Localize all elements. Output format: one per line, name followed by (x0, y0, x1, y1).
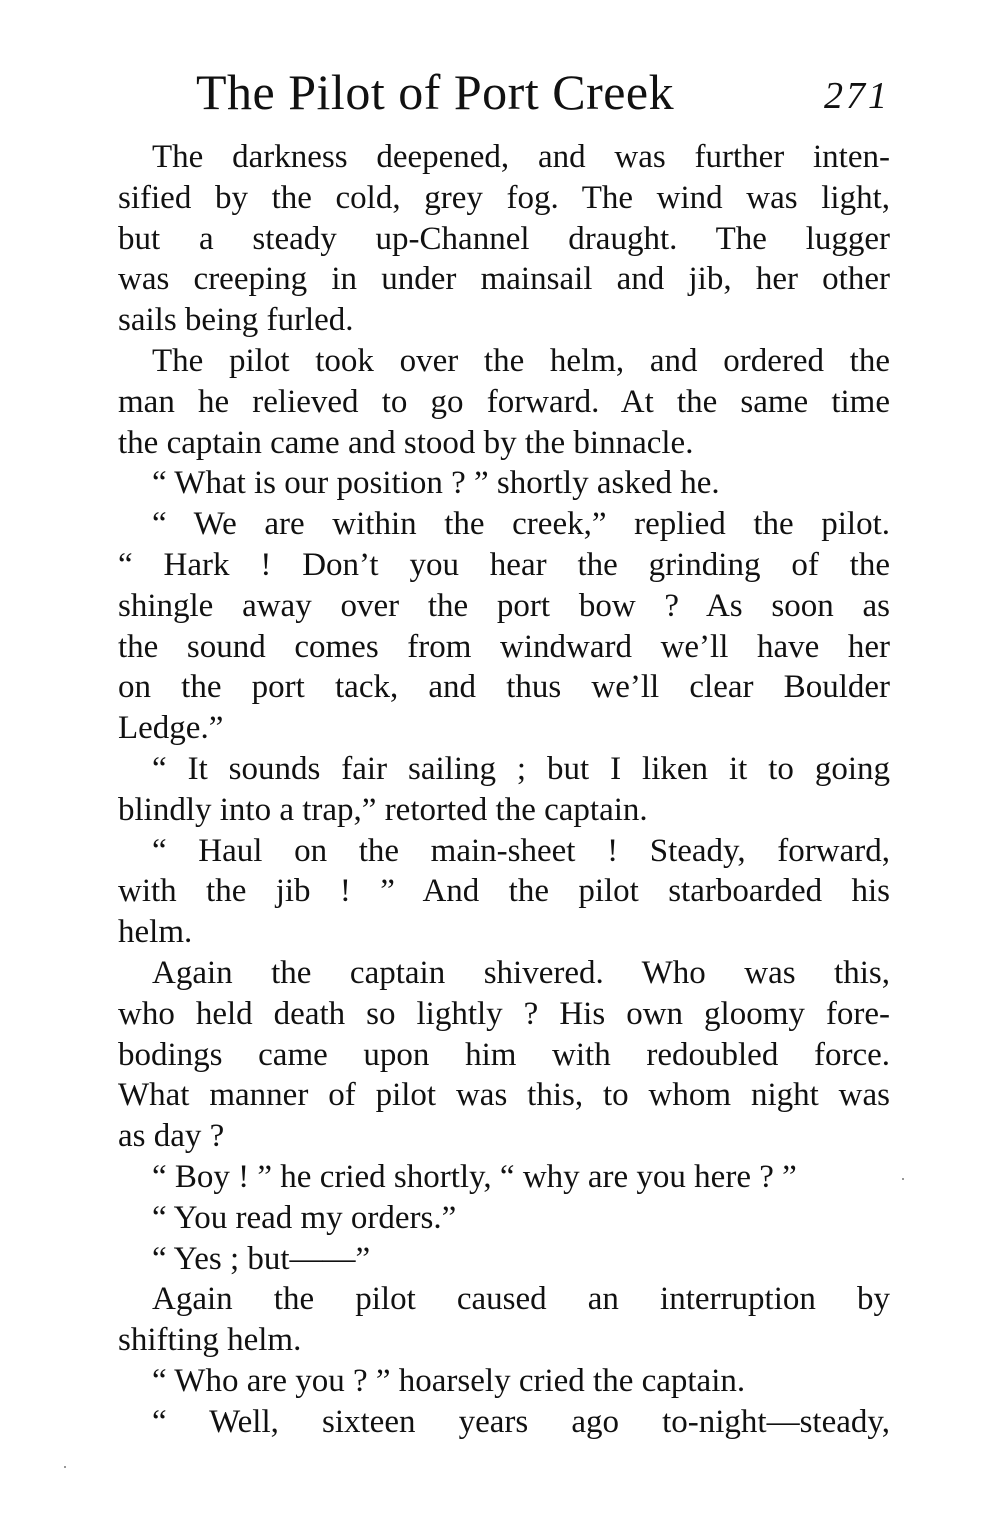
text-line: on the port tack, and thus we’ll clear Boulder (118, 669, 890, 706)
text-line: “ Yes ; but——” (152, 1240, 371, 1277)
page-number: 271 (824, 75, 890, 117)
text-line: blindly into a trap,” retorted the captain. (118, 791, 648, 828)
text-line: the sound comes from windward we’ll have her (118, 628, 890, 665)
text-line: but a steady up-Channel draught. The lugger (118, 220, 890, 257)
running-title: The Pilot of Port Creek (196, 64, 675, 120)
text-line: “ We are within the creek,” replied the pilot. (152, 506, 890, 543)
text-line: “ It sounds fair sailing ; but I liken it to going (152, 750, 890, 787)
text-line: “ Hark ! Don’t you hear the grinding of the (118, 546, 890, 583)
paper-speck (64, 1466, 66, 1468)
text-line: The pilot took over the helm, and ordered the (152, 342, 890, 379)
text-line: What manner of pilot was this, to whom night was (118, 1077, 890, 1114)
text-line: the captain came and stood by the binnacle. (118, 424, 694, 461)
text-line: who held death so lightly ? His own gloomy fore- (118, 995, 890, 1032)
text-line: helm. (118, 914, 193, 951)
text-line: shifting helm. (118, 1322, 302, 1359)
text-line: “ Well, sixteen years ago to-night—steady, (152, 1403, 890, 1440)
text-line: “ Who are you ? ” hoarsely cried the captain. (152, 1362, 746, 1399)
text-line: man he relieved to go forward. At the same time (118, 383, 890, 420)
text-line: bodings came upon him with redoubled force. (118, 1036, 890, 1073)
running-head (118, 62, 890, 132)
text-line: “ What is our position ? ” shortly asked he. (152, 465, 720, 502)
text-line: with the jib ! ” And the pilot starboarded his (118, 873, 890, 910)
text-line: Again the pilot caused an interruption by (152, 1281, 890, 1318)
text-line: shingle away over the port bow ? As soon as (118, 587, 890, 624)
text-line: Ledge.” (118, 710, 224, 747)
paper-speck (902, 1178, 904, 1180)
text-line: “ Boy ! ” he cried shortly, “ why are you here ? ” (152, 1158, 797, 1195)
text-line: sails being furled. (118, 302, 354, 339)
text-line: as day ? (118, 1118, 225, 1155)
text-line: The darkness deepened, and was further inten- (152, 139, 890, 175)
text-line: Again the captain shivered. Who was this, (152, 954, 890, 991)
body-text (118, 137, 890, 1443)
text-line: “ Haul on the main-sheet ! Steady, forward, (152, 832, 890, 869)
text-line: was creeping in under mainsail and jib, her other (118, 261, 890, 298)
text-line: “ You read my orders.” (152, 1199, 457, 1236)
text-line: sified by the cold, grey fog. The wind was light, (118, 179, 890, 216)
